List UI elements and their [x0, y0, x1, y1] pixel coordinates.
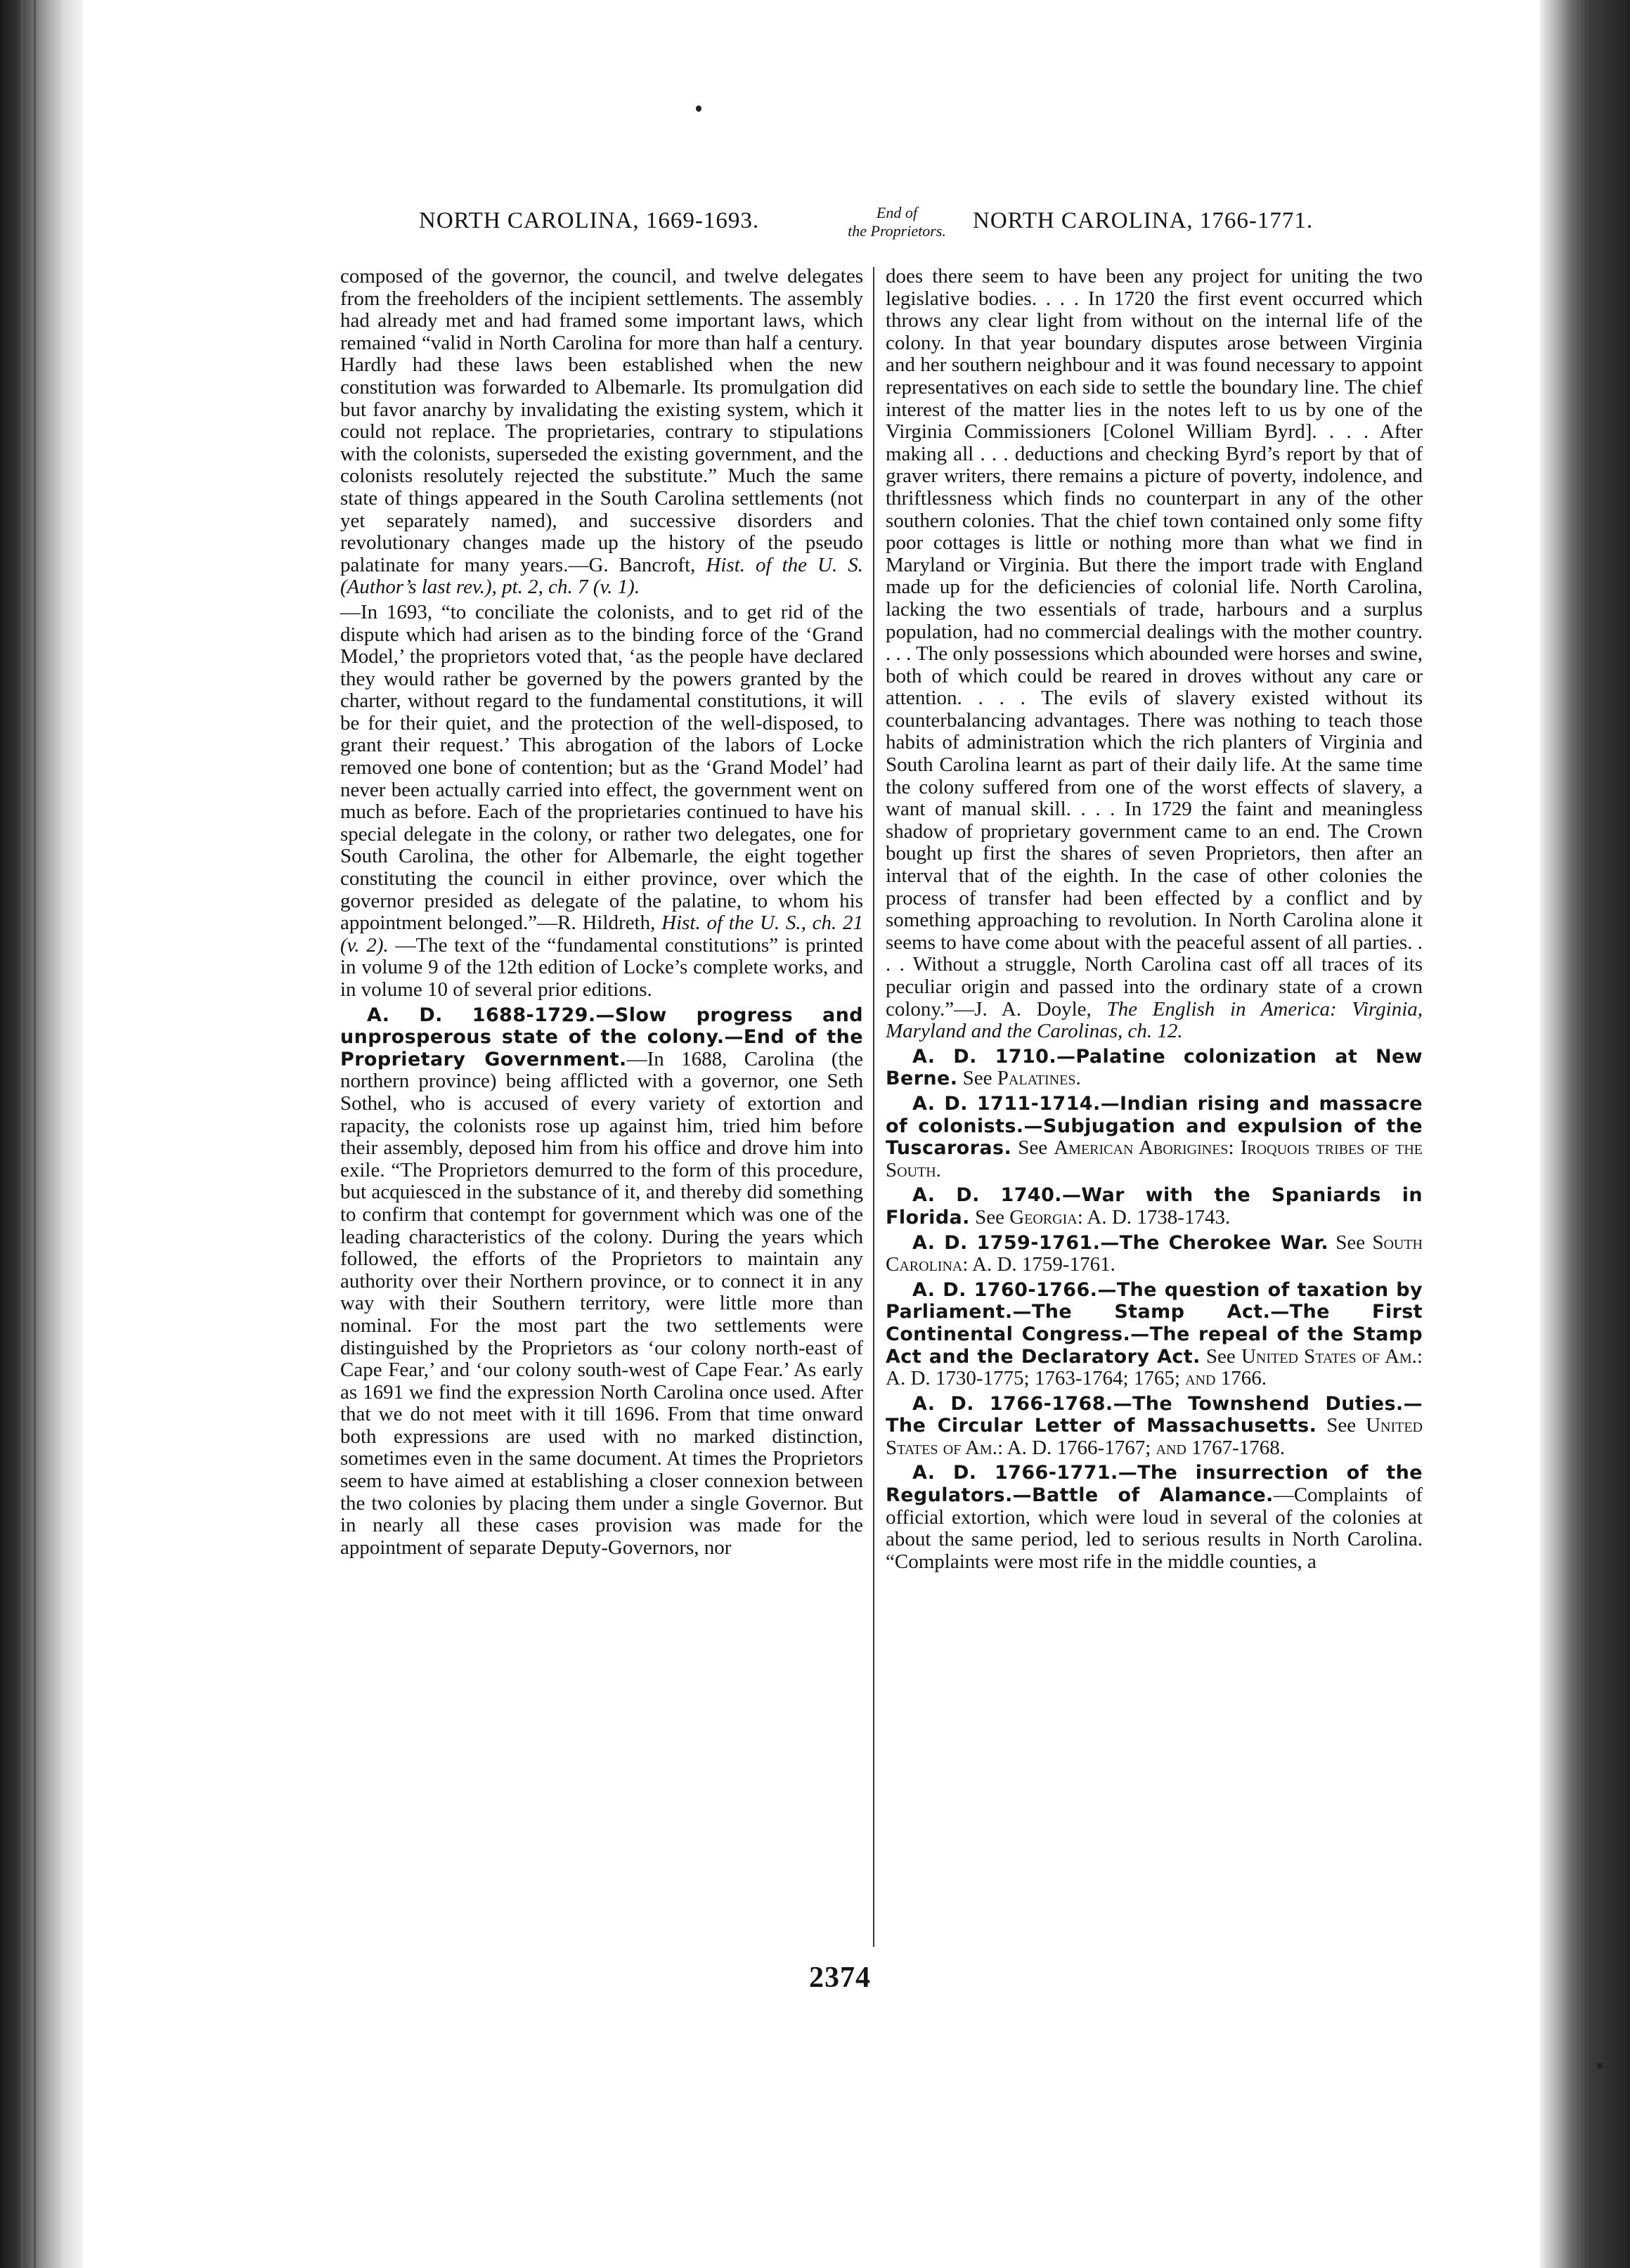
cross-reference: Georgia: A. D. 1738-1743. [1009, 1205, 1231, 1229]
entry [340, 1004, 863, 1560]
speck [1597, 2063, 1603, 2069]
scan-left-edge [0, 0, 83, 2268]
cross-reference: South Carolina: A. D. 1759-1761. [886, 1231, 1423, 1276]
see-label: See [962, 1067, 992, 1090]
entry-heading: A. D. 1711-1714.—Indian rising and massacre of colonists.—Subjugation and expulsion of the Tuscaroras. [886, 1092, 1423, 1160]
scan-line [21, 0, 23, 2268]
page-number: 2374 [809, 1962, 871, 1994]
citation: The English in America: Virginia, Maryland and the Carolinas, ch. 12. [886, 997, 1423, 1043]
paragraph-text: composed of the governor, the council, and twelve delegates from the freeholders of the incipient settlements. The assembly had already met and had framed some important laws, which remained “valid in North Carolina for more than half a century. Hardly had these laws been established when the new constitution was forwarded to Albemarle. Its promulgation did but favor anarchy by invalidating the existing system, which it could not replace. The proprietaries, contrary to stipulations with the colonists, superseded the existing government, and the colonists resolutely rejected the substitute.” Much the same state of things appeared in the South Carolina settlements (not yet separately named), and successive disorders and revolutionary changes made up the history of the pseudo palatinate for many years.—G. Bancroft, [340, 265, 863, 576]
running-head-right: NORTH CAROLINA, 1766-1771. [973, 208, 1314, 233]
cross-reference: Palatines. [997, 1067, 1081, 1090]
entry-heading: A. D. 1688-1729.—Slow progress and unprosperous state of the colony.—End of the Proprietary Government. [340, 1004, 863, 1070]
entry [886, 1393, 1423, 1460]
see-label: See [1326, 1414, 1357, 1437]
running-head-center [806, 204, 988, 240]
entry [886, 1046, 1423, 1090]
entry-heading: A. D. 1740.—War with the Spaniards in Florida. [886, 1184, 1423, 1229]
entry [886, 1093, 1423, 1181]
entry-body: —In 1688, Carolina (the northern province) being afflicted with a governor, one Seth Sothel, who is accused of every variety of extortion and rapacity, the colonists rose up against him, tried him before their assembly, deposed him from his office and drove him into exile. “The Proprietors demurred to the form of this procedure, but acquiesced in the substance of it, and thereby did something to confirm that contempt for government which was one of the leading characteristics of the colony. During the years which followed, the efforts of the Proprietors to maintain any authority over their Northern province, or to connect it in any way with their Southern territory, were little more than nominal. For the most part the two settlements were distinguished by the Proprietors as ‘our colony north-east of Cape Fear,’ and ‘our colony south-west of Cape Fear.’ As early as 1691 we find the expression North Carolina once used. After that we do not meet with it till 1696. From that time onward both expressions are used with no marked distinction, sometimes even in the same document. At times the Proprietors seem to have aimed at establishing a closer connexion between the two colonies by placing them under a single Governor. But in nearly all these cases provision was made for the appointment of separate Deputy-Governors, nor [340, 1047, 863, 1559]
see-label: See [1205, 1344, 1236, 1368]
paragraph-text: does there seem to have been any project for uniting the two legislative bodies. . . . In 1720 the first event occurred which throws any clear light from without on the internal life of the colony. In that year boundary disputes arose between Virginia and her southern neighbour and it was found necessary to appoint representatives on each side to settle the boundary line. The chief interest of the matter lies in the notes left to us by one of the Virginia Commissioners [Colonel William Byrd]. . . . After making all . . . deductions and checking Byrd’s report by that of graver writers, there remains a picture of poverty, indolence, and thriftlessness which finds no counterpart in any of the other southern colonies. That the chief town contained only some fifty poor cottages is little or nothing more than what we find in Maryland or Virginia. But there the import trade with England made up for the deficiencies of colonial life. North Carolina, lacking the two essentials of trade, harbours and a surplus population, had no commercial dealings with the mother country. . . . The only possessions which abounded were horses and swine, both of which could be reared in droves without any care or attention. . . . The evils of slavery existed without its counterbalancing advantages. There was nothing to teach those habits of administration which the rich planters of Virginia and South Carolina learnt as part of their daily life. At the same time the colony suffered from one of the worst effects of slavery, a want of manual skill. . . . In 1729 the faint and meaningless shadow of proprietary government came to an end. The Crown bought up first the shares of seven Proprietors, then after an interval that of the eighth. In the case of other colonies the process of transfer had been effected by a conflict and by something approaching to revolution. In North Carolina alone it seems to have come about with the peaceful assent of all parties. . . . Without a struggle, North Carolina cast off all traces of its peculiar origin and passed into the ordinary state of a crown colony.”—J. A. Doyle, [886, 265, 1423, 1020]
entry [886, 1184, 1423, 1229]
see-label: See [1018, 1136, 1048, 1160]
speck [696, 105, 701, 112]
paragraph [340, 266, 863, 599]
scan-right-edge [1540, 0, 1630, 2268]
entry [886, 1279, 1423, 1390]
entry-heading: A. D. 1759-1761.—The Cherokee War. [912, 1231, 1328, 1254]
see-label: See [1335, 1231, 1366, 1254]
running-head-center-line2: the Proprietors. [848, 222, 946, 240]
paragraph [886, 266, 1423, 1043]
cross-reference: United States of Am.: A. D. 1766-1767; and 1767-1768. [886, 1414, 1423, 1459]
running-head-center-line1: End of [876, 204, 918, 221]
citation: Hist. of the U. S. (Author’s last rev.), pt. 2, ch. 7 (v. 1). [340, 553, 864, 599]
see-label: See [975, 1205, 1004, 1229]
entry-heading: A. D. 1760-1766.—The question of taxation by Parliament.—The Stamp Act.—The First Continental Congress.—The repeal of the Stamp Act and the Declaratory Act. [886, 1278, 1423, 1368]
cross-reference: United States of Am.: A. D. 1730-1775; 1763-1764; 1765; and 1766. [886, 1344, 1423, 1390]
right-column [886, 266, 1423, 1573]
citation: Hist. of the U. S., ch. 21 (v. 2). [340, 912, 863, 957]
entry [886, 1232, 1423, 1276]
entry-heading: A. D. 1710.—Palatine colonization at New Berne. [886, 1045, 1423, 1090]
running-head-left: NORTH CAROLINA, 1669-1693. [419, 208, 760, 233]
left-column [340, 266, 863, 1559]
paragraph-text: —The text of the “fundamental constitutions” is printed in volume 9 of the 12th edition of Locke’s complete works, and in volume 10 of several prior editions. [340, 933, 863, 1001]
entry-heading: A. D. 1766-1768.—The Townshend Duties.—The Circular Letter of Massachusetts. [886, 1392, 1423, 1437]
column-rule [873, 267, 874, 1947]
scan-line [34, 0, 36, 2268]
cross-reference: American Aborigines: Iroquois tribes of the South. [886, 1136, 1423, 1181]
entry [886, 1462, 1423, 1573]
paragraph-text: —In 1693, “to conciliate the colonists, and to get rid of the dispute which had arisen as to the binding force of the ‘Grand Model,’ the proprietors voted that, ‘as the people have declared they would rather be governed by the powers granted by the charter, without regard to the fundamental constitutions, it will be for their quiet, and the protection of the well-disposed, to grant their request.’ This abrogation of the labors of Locke removed one bone of contention; but as the ‘Grand Model’ had never been actually carried into effect, the government went on much as before. Each of the proprietaries continued to have his special delegate in the colony, or rather two delegates, one for South Carolina, the other for Albemarle, the eight together constituting the council in either province, over which the governor presided as delegate of the palatine, to whom his appointment belonged.”—R. Hildreth, [340, 600, 863, 935]
entry-body: —Complaints of official extortion, which were loud in several of the colonies at about the same period, led to serious results in North Carolina. “Complaints were most rife in the middle counties, a [886, 1484, 1423, 1573]
entry-heading: A. D. 1766-1771.—The insurrection of the Regulators.—Battle of Alamance. [886, 1462, 1423, 1507]
paragraph [340, 602, 863, 1002]
